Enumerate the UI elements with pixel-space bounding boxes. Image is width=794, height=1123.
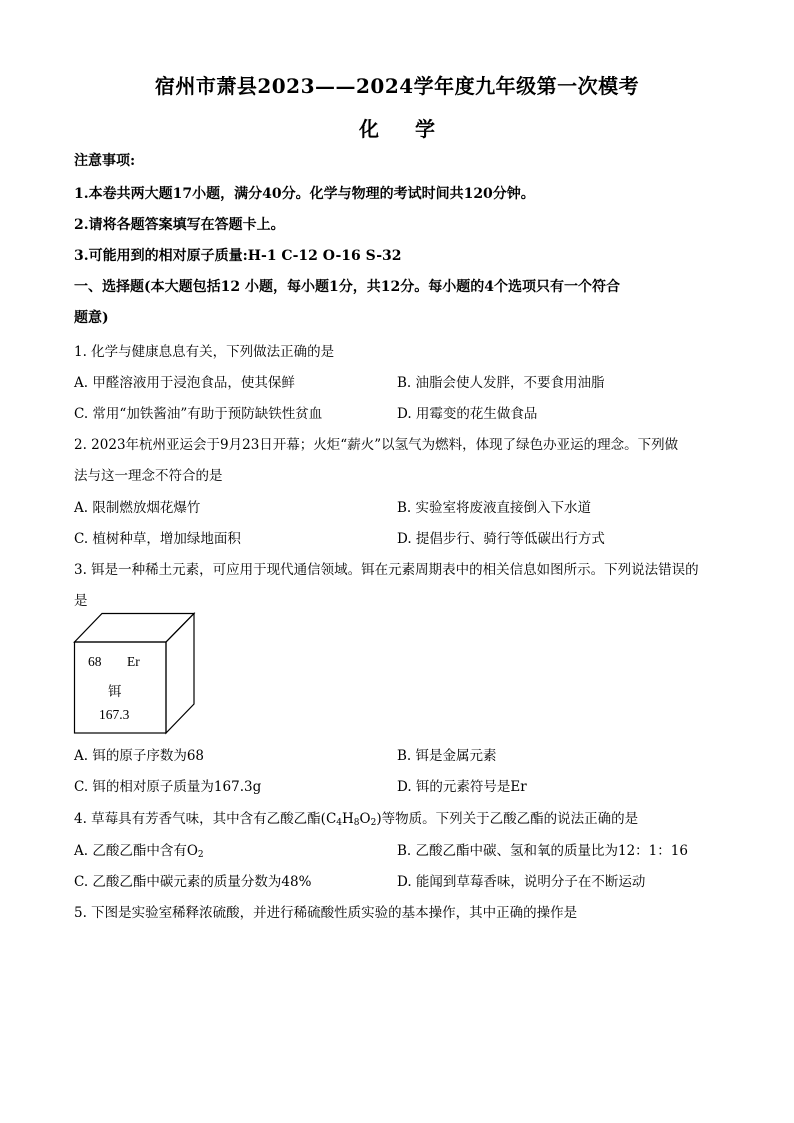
element-name: 铒 [108,684,122,699]
element-cube-outline [73,612,197,736]
q4-formula-sub-h: 8 [353,818,360,828]
q3-option-a: A. 铒的原子序数为68 [74,748,205,764]
q3-option-b: B. 铒是金属元素 [397,748,497,764]
subject-title [0,113,794,142]
q1-option-d: D. 用霉变的花生做食品 [397,406,538,422]
q4-option-c: C. 乙酸乙酯中碳元素的质量分数为48% [74,874,312,890]
notes-heading: 注意事项: [74,153,136,169]
q3-stem-line-2: 是 [74,593,88,609]
section-heading-line-2: 题意) [74,310,109,326]
element-atomic-mass: 167.3 [99,707,130,722]
q1-option-a: A. 甲醛溶液用于浸泡食品，使其保鲜 [74,375,295,391]
q2-option-c: C. 植树种草，增加绿地面积 [74,531,241,547]
q4-option-a-text: A. 乙酸乙酯中含有O [74,843,198,859]
q4-option-a [74,839,204,860]
q5-stem: 5. 下图是实验室稀释浓硫酸，并进行稀硫酸性质实验的基本操作，其中正确的操作是 [74,905,578,921]
exam-title: 宿州市萧县2023——2024学年度九年级第一次模考 [154,74,640,98]
q1-stem: 1. 化学与健康息息有关，下列做法正确的是 [74,344,335,360]
note-3: 3.可能用到的相对原子质量:H-1 C-12 O-16 S-32 [74,248,402,264]
q3-option-d: D. 铒的元素符号是Er [397,779,527,795]
q4-stem-after: )等物质。下列关于乙酸乙酯的说法正确的是 [376,811,639,827]
q3-option-c: C. 铒的相对原子质量为167.3g [74,779,262,795]
q1-option-c: C. 常用“加铁酱油”有助于预防缺铁性贫血 [74,406,323,422]
subject-char-1: 化 [359,117,379,141]
q4-stem [74,807,638,828]
section-heading-line-1: 一、选择题(本大题包括12 小题，每小题1分，共12分。每小题的4个选项只有一个符合 [74,279,620,295]
q4-formula-o: O [359,811,371,827]
element-symbol: Er [127,654,140,669]
q1-option-b: B. 油脂会使人发胖，不要食用油脂 [397,375,605,391]
q2-option-d: D. 提倡步行、骑行等低碳出行方式 [397,531,605,547]
q2-stem-line-2: 法与这一理念不符合的是 [74,468,223,484]
q4-option-b: B. 乙酸乙酯中碳、氢和氧的质量比为12：1：16 [397,843,688,859]
q3-stem-line-1: 3. 铒是一种稀土元素，可应用于现代通信领域。铒在元素周期表中的相关信息如图所示。下列说法错误的 [74,562,699,578]
q4-formula-sub-o: 2 [370,818,377,828]
q4-option-d: D. 能闻到草莓香味，说明分子在不断运动 [397,874,646,890]
q4-formula-sub-c: 4 [336,818,343,828]
subject-char-2: 学 [415,117,435,141]
note-2: 2.请将各题答案填写在答题卡上。 [74,217,285,233]
q4-stem-before: 4. 草莓具有芳香气味，其中含有乙酸乙酯(C [74,811,337,827]
element-cell-figure [73,612,197,740]
note-1: 1.本卷共两大题17小题，满分40分。化学与物理的考试时间共120分钟。 [74,186,535,202]
q2-option-a: A. 限制燃放烟花爆竹 [74,500,201,516]
q2-option-b: B. 实验室将废液直接倒入下水道 [397,500,592,516]
element-atomic-number: 68 [88,654,102,669]
q2-stem-line-1: 2. 2023年杭州亚运会于9月23日开幕；火炬“薪火”以氢气为燃料，体现了绿色办亚运的理念。下列做 [74,437,679,453]
q4-formula-h: H [342,811,354,827]
q4-option-a-sub: 2 [197,850,204,860]
